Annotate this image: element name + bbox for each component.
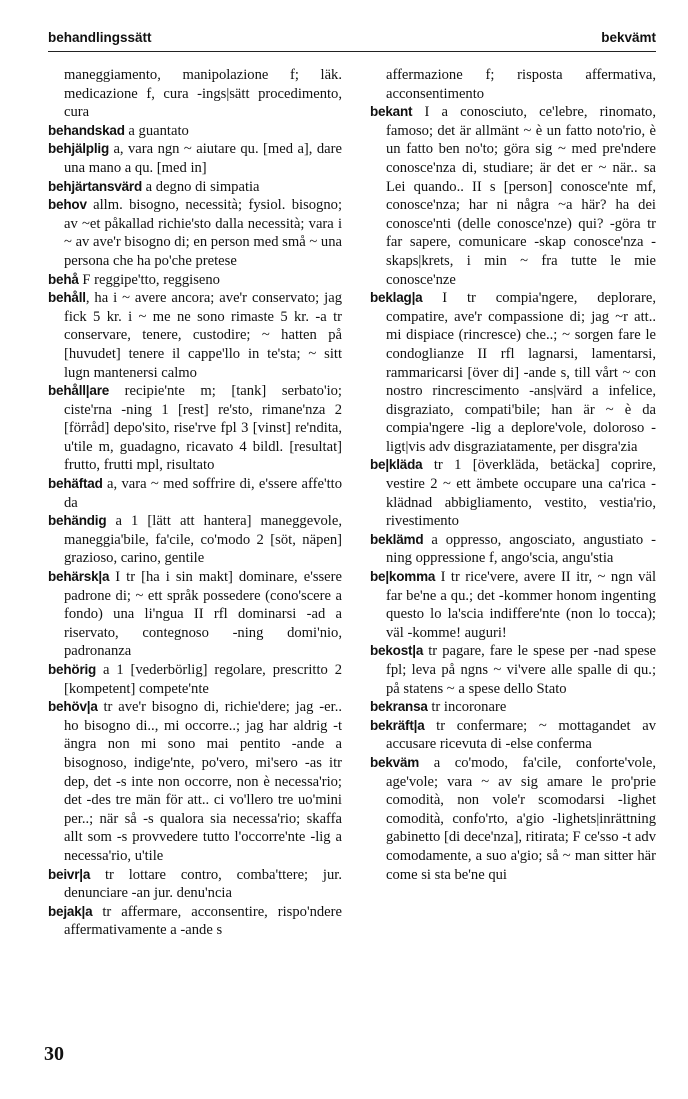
dictionary-entry: behov allm. bisogno, necessità; fysiol. bisogno; av ~et påkallad richie'sto dalla necessità; vara i ~ av ave'r bisogno di; en person med små ~ una persona che ha po'che pretese (48, 197, 342, 269)
dictionary-entry: maneggiamento, manipolazione f; läk. medicazione f, cura -ings|sätt procedimento, cura (64, 67, 342, 121)
header-first-word: behandlingssätt (48, 30, 152, 45)
dictionary-entry: behöv|a tr ave'r bisogno di, richie'dere; jag -er.. ho bisogno di.., mi occorre..; jag har aldrig -t ängra non mi sono mai pentito -ande a bisognoso, indige'nte, po'vero, mi'sero -as itr dep, det -s inte non occorre, non è necessa'rio; det -des tre män för att.. ci vo'llero tre uo'mini per..; när så -s qualora sia necessa'rio; skaffa allt som -s provvedere tutto l'occorre'nte -lig a necessa'rio, u'tile (48, 699, 342, 864)
dictionary-entry: behörig a 1 [vederbörlig] regolare, prescritto 2 [kompetent] compete'nte (48, 662, 342, 697)
dictionary-entry: behäftad a, vara ~ med soffrire di, e'ssere affe'tto da (48, 476, 342, 511)
dictionary-entry: bekransa tr incoronare (370, 699, 507, 716)
dictionary-entry: bekväm a co'modo, fa'cile, conforte'vole, age'vole; vara ~ av sig amare le pro'prie comodità, non vole'r scomodarsi -lighet comodità, confo'rto, a'gio -lighets|inrättning gabinetto [di dece'nza], ritirata; F ce'sso -t adv comodamente, a suo a'gio; så ~ man sitter här come si sta be'ne qui (370, 754, 656, 883)
right-column (370, 66, 656, 884)
left-column (48, 66, 342, 940)
dictionary-entry: behärsk|a I tr [ha i sin makt] dominare, e'ssere padrone di; ~ ett språk possedere (cono'scere a fondo) una li'ngua II rfl dominarsi -ad a riservato, contegnoso -ning domi'nio, padronanza (48, 569, 342, 660)
dictionary-entry: beivr|a tr lottare contro, comba'ttere; jur. denunciare -an jur. denu'ncia (48, 866, 342, 902)
dictionary-entry: behåll, ha i ~ avere ancora; ave'r conservato; jag fick 5 kr. i ~ me ne sono rimaste 5 kr. -a tr conservare, tenere, custodire; ~ hatten på [huvudet] tenere il cappe'llo in te'sta; ~ sitt lugn mantenersi calmo (48, 290, 342, 381)
dictionary-entry: behjälplig a, vara ngn ~ aiutare qu. [med a], dare una mano a qu. [med in] (48, 141, 342, 176)
dictionary-entry: behå F reggipe'tto, reggiseno (48, 271, 220, 288)
running-header (48, 30, 656, 48)
dictionary-entry: behåll|are recipie'nte m; [tank] serbato'io; ciste'rna -ning 1 [rest] re'sto, rimane'nza 2 [förråd] depo'sito, rise'rve fpl 3 [vinst] re'ndita, u'tile m, guadagno, ricavato 4 bildl. [resultat] frutto, frutti mpl, risultato (48, 383, 342, 474)
dictionary-entry: bekost|a tr pagare, fare le spese per -nad spese fpl; leva på ngns ~ vi'vere alle spalle di qu.; på statens ~ a spese dello Stato (370, 643, 656, 697)
dictionary-entry: behandskad a guantato (48, 122, 189, 139)
dictionary-entry: be|komma I tr rice'vere, avere II itr, ~ ngn väl far be'ne a qu.; det -kommer honom ingenting questo lo la'scia indiffere'nte (non lo tocca); väl -komme! auguri! (370, 569, 656, 641)
page-number: 30 (44, 1043, 64, 1065)
dictionary-entry: beklag|a I tr compia'ngere, deplorare, compatire, ave'r compassione di; jag ~r att.. mi dispiace (rincresce) che..; ~ sorgen fare le condoglianze II rfl lagnarsi, lamentarsi, rammaricarsi [över di] -ande s, till vårt ~ con nostro rincrescimento -ans|värd a infelice, disgraziato, compati'bile; han är ~ è da compia'ngere -lig a deplore'vole, doloroso -ligt|vis adv disgraziatamente, per disgra'zia (370, 290, 656, 455)
dictionary-entry: bejak|a tr affermare, acconsentire, rispo'ndere affermativamente a -ande s (48, 903, 342, 939)
dictionary-entry: affermazione f; risposta affermativa, acconsentimento (386, 67, 656, 102)
dictionary-entry: behjärtansvärd a degno di simpatia (48, 178, 260, 195)
dictionary-entry: bekräft|a tr confermare; ~ mottagandet av accusare ricevuta di -else conferma (370, 717, 656, 753)
header-last-word: bekvämt (601, 30, 656, 45)
dictionary-entry: bekant I a conosciuto, ce'lebre, rinomato, famoso; det är allmänt ~ è un fatto noto'rio, è un fatto ben no'to; göra sig ~ med pre'ndere conosce'nza di, studiare; är det er ~ när.. sa Lei quando.. II s [person] conosce'nte mf, conosce'nza; har ni några ~a här? ha dei conosce'nti (delle conosce'nze) qui? -göra tr far sapere, comunicare -skap conosce'nza -skaps|krets, i min ~ fra tutte le mie conosce'nze (370, 104, 656, 288)
dictionary-entry: beklämd a oppresso, angosciato, angustiato -ning oppressione f, ango'scia, angu'stia (370, 531, 656, 567)
dictionary-entry: behändig a 1 [lätt att hantera] maneggevole, maneggia'bile, fa'cile, co'modo 2 [söt, näpen] grazioso, carino, gentile (48, 513, 342, 567)
dictionary-entry: be|kläda tr 1 [överkläda, betäcka] coprire, vestire 2 ~ ett ämbete occupare una ca'rica -klädnad abbigliamento, vestito, vestia'rio, rivestimento (370, 457, 656, 530)
header-rule (48, 51, 656, 52)
